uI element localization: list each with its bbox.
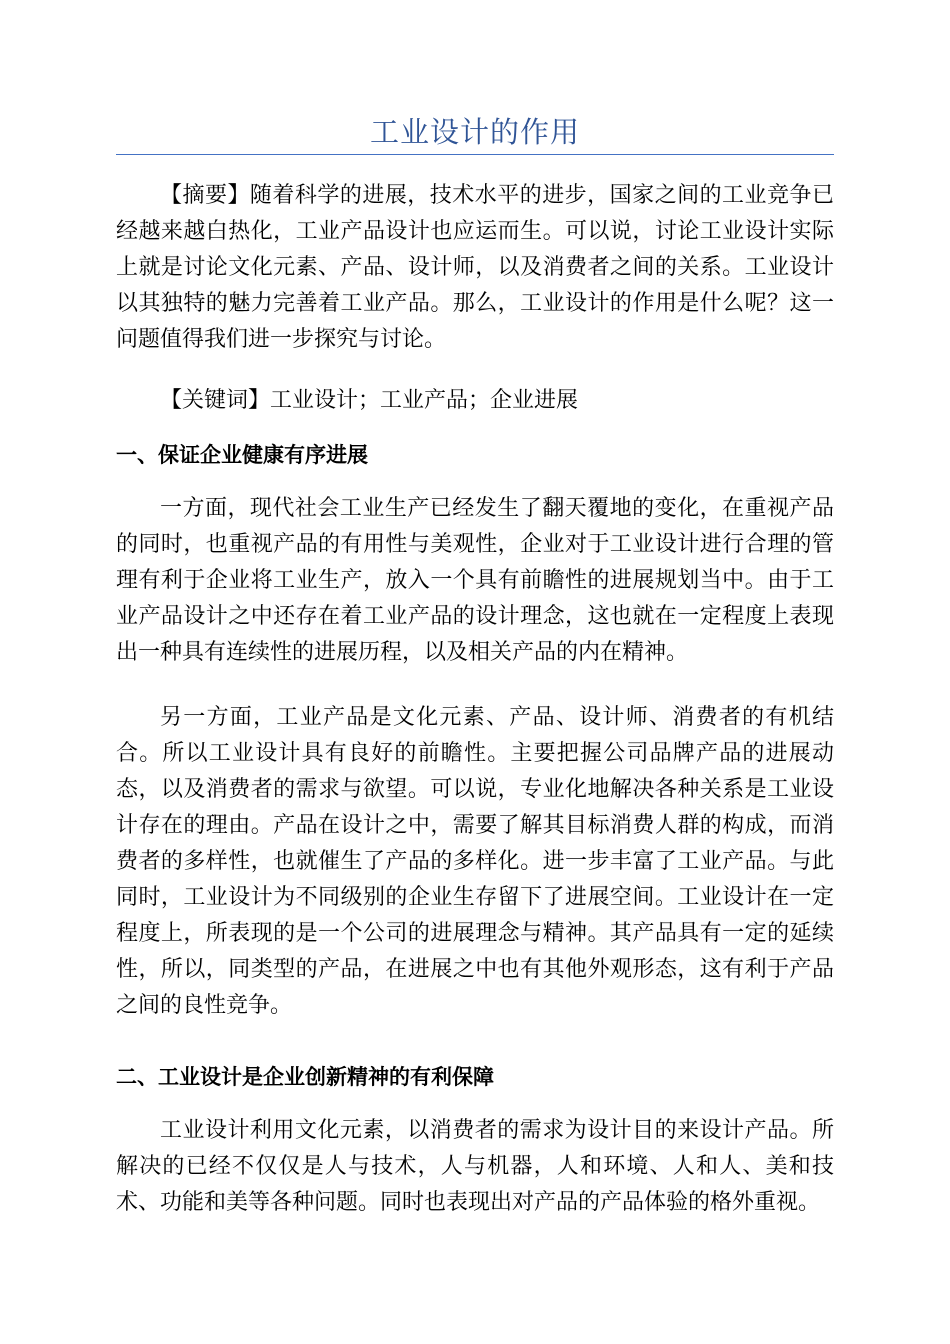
section-1-paragraph-2: 另一方面，工业产品是文化元素、产品、设计师、消费者的有机结合。所以工业设计具有良好的前瞻性。主要把握公司品牌产品的进展动态，以及消费者的需求与欲望。可以说，专业化地解决各种关系是工业设计存在的理由。产品在设计之中，需要了解其目标消费人群的构成，而消费者的多样性，也就催生了产品的多样化。进一步丰富了工业产品。与此同时，工业设计为不同级别的企业生存留下了进展空间。工业设计在一定程度上，所表现的是一个公司的进展理念与精神。其产品具有一定的延续性，所以，同类型的产品，在进展之中也有其他外观形态，这有利于产品之间的良性竞争。	[116, 705, 834, 1018]
section-1-heading: 一、保证企业健康有序进展	[116, 443, 368, 467]
keywords-paragraph: 【关键词】工业设计；工业产品；企业进展	[160, 388, 579, 413]
abstract-paragraph: 【摘要】随着科学的进展，技术水平的进步，国家之间的工业竞争已经越来越白热化，工业产品设计也应运而生。可以说，讨论工业设计实际上就是讨论文化元素、产品、设计师，以及消费者之间的关系。工业设计以其独特的魅力完善着工业产品。那么，工业设计的作用是什么呢？这一问题值得我们进一步探究与讨论。	[116, 183, 834, 352]
title-underline	[116, 154, 834, 155]
section-1-paragraph-1: 一方面，现代社会工业生产已经发生了翻天覆地的变化，在重视产品的同时，也重视产品的有用性与美观性，企业对于工业设计进行合理的管理有利于企业将工业生产，放入一个具有前瞻性的进展规划当中。由于工业产品设计之中还存在着工业产品的设计理念，这也就在一定程度上表现出一种具有连续性的进展历程，以及相关产品的内在精神。	[116, 496, 834, 665]
section-2-paragraph-1: 工业设计利用文化元素，以消费者的需求为设计目的来设计产品。所解决的已经不仅仅是人与技术，人与机器，人和环境、人和人、美和技术、功能和美等各种问题。同时也表现出对产品的产品体验的格外重视。	[116, 1118, 834, 1215]
section-2-heading: 二、工业设计是企业创新精神的有利保障	[116, 1065, 494, 1089]
document-title: 工业设计的作用	[369, 115, 580, 149]
document-page	[116, 0, 834, 1344]
